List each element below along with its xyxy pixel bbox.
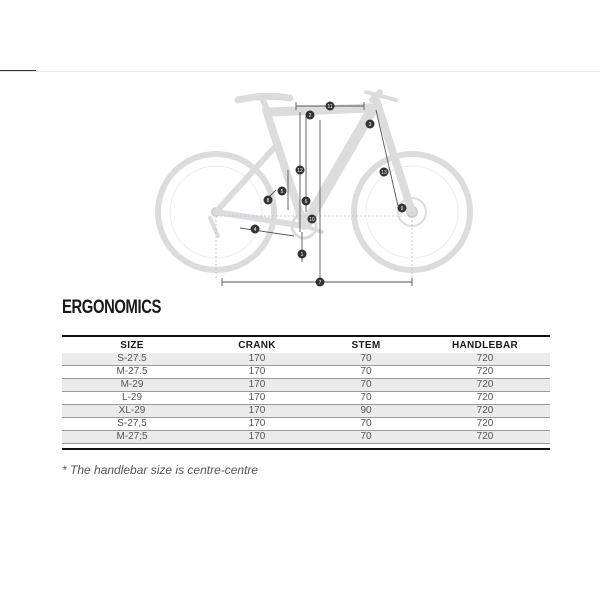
cell-stem: 70 <box>312 366 420 379</box>
cell-size: M-27;5 <box>62 431 202 444</box>
cell-crank: 170 <box>202 431 312 444</box>
cell-crank: 170 <box>202 405 312 418</box>
cell-stem: 70 <box>312 353 420 366</box>
cell-size: L-29 <box>62 392 202 405</box>
table-row <box>62 431 550 444</box>
cell-stem: 70 <box>312 431 420 444</box>
table-row <box>62 405 550 418</box>
table-bottom-rule <box>62 448 550 450</box>
cell-stem: 70 <box>312 379 420 392</box>
marker-9-label: 10 <box>309 217 315 223</box>
table-header-row <box>62 337 550 353</box>
marker-1-label: 11 <box>327 104 333 110</box>
crank-arm <box>304 226 322 232</box>
table-row <box>62 418 550 431</box>
cell-stem: 90 <box>312 405 420 418</box>
bike-silhouette <box>158 92 470 270</box>
cell-stem: 70 <box>312 418 420 431</box>
top-tube <box>268 108 372 112</box>
cell-crank: 170 <box>202 366 312 379</box>
cell-handlebar: 720 <box>420 392 550 405</box>
marker-3-label: 3 <box>368 122 372 128</box>
marker-5-label: 13 <box>381 170 387 176</box>
cell-size: S-27,5 <box>62 418 202 431</box>
marker-8-label: 6 <box>304 199 308 205</box>
cell-handlebar: 720 <box>420 366 550 379</box>
marker-6-label: 5 <box>280 189 284 195</box>
marker-11-label: 4 <box>253 227 257 233</box>
marker-12-label: 1 <box>300 252 304 258</box>
cell-handlebar: 720 <box>420 418 550 431</box>
header-size: SIZE <box>120 339 144 351</box>
saddle <box>238 96 290 100</box>
cell-size: S-27.5 <box>62 353 202 366</box>
ergonomics-table <box>62 337 550 444</box>
header-handlebar: HANDLEBAR <box>451 339 519 351</box>
header-stem: STEM <box>351 339 381 351</box>
cell-crank: 170 <box>202 392 312 405</box>
marker-10-label: 9 <box>400 206 404 212</box>
cell-crank: 170 <box>202 418 312 431</box>
cell-handlebar: 720 <box>420 353 550 366</box>
table-row <box>62 353 550 366</box>
table-row <box>62 366 550 379</box>
cell-stem: 70 <box>312 392 420 405</box>
header-crank: CRANK <box>238 339 276 351</box>
cell-handlebar: 720 <box>420 431 550 444</box>
cell-crank: 170 <box>202 379 312 392</box>
cell-crank: 170 <box>202 353 312 366</box>
section-title: ERGONOMICS <box>62 297 162 318</box>
table-row <box>62 379 550 392</box>
cell-size: M-27.5 <box>62 366 202 379</box>
handlebar-footnote: * The handlebar size is centre-centre <box>62 463 259 477</box>
cell-size: M-29 <box>62 379 202 392</box>
marker-2-label: 2 <box>308 113 312 119</box>
cell-handlebar: 720 <box>420 405 550 418</box>
cell-size: XL-29 <box>62 405 202 418</box>
rear-derailleur <box>210 218 218 236</box>
down-tube <box>306 110 372 224</box>
marker-4-label: 12 <box>297 168 303 174</box>
cell-handlebar: 720 <box>420 379 550 392</box>
marker-7-label: 8 <box>266 198 270 204</box>
marker-13-label: 7 <box>318 280 322 286</box>
table-row <box>62 392 550 405</box>
